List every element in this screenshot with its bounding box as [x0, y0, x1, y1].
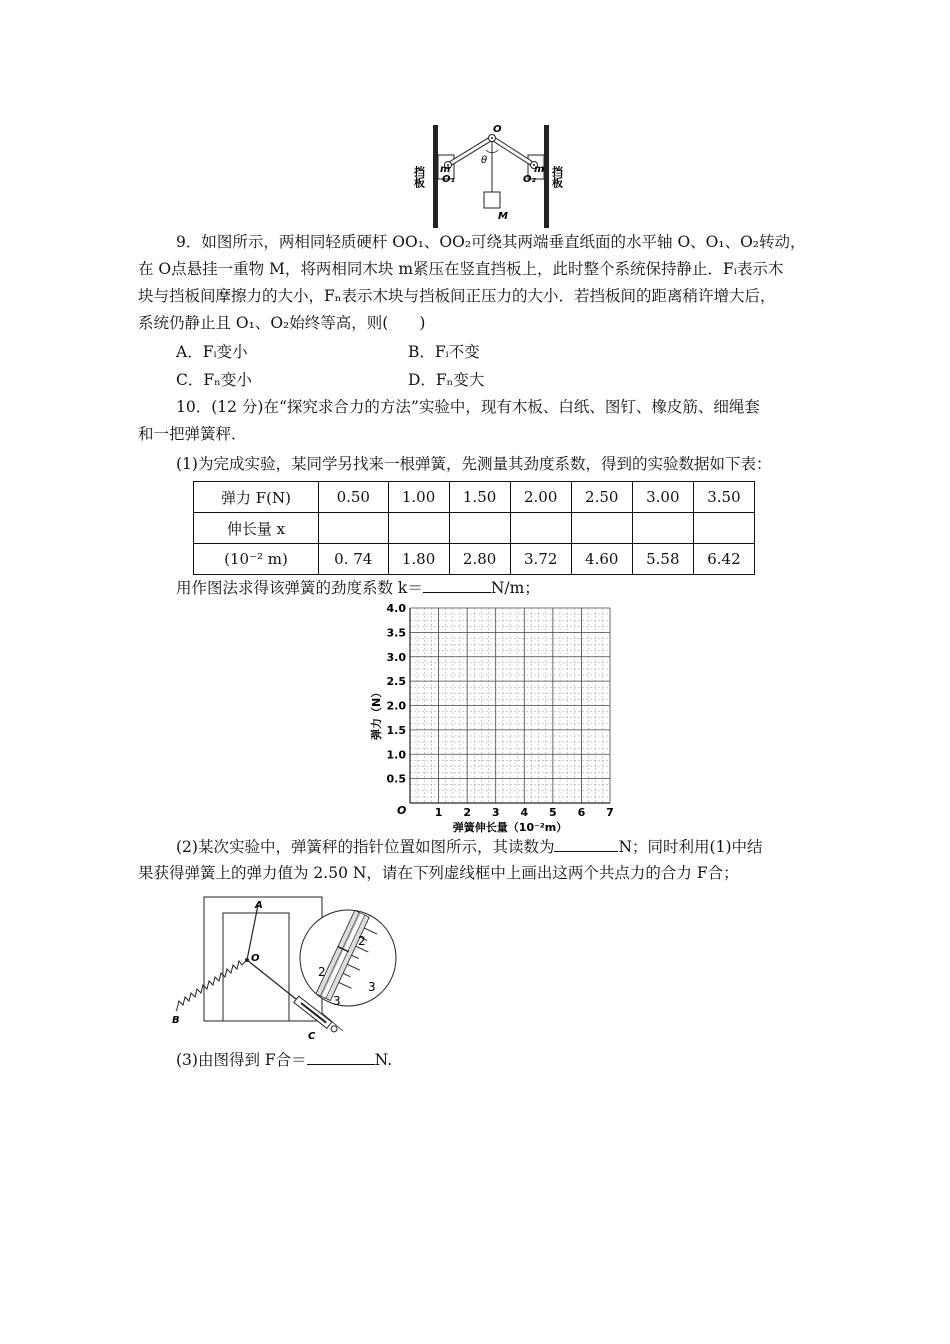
table-cell: 4.60: [571, 544, 632, 575]
y-tick-label: 3.5: [386, 626, 406, 640]
table-cell: 2.00: [510, 482, 571, 513]
table-cell: 1.80: [388, 544, 449, 575]
q10-line1: 10．(12 分)在“探究求合力的方法”实验中，现有木板、白纸、图钉、橡皮筋、细绳套: [176, 398, 760, 416]
table-header-extension: 伸长量 x: [194, 513, 319, 544]
x-tick-label: 5: [549, 806, 557, 819]
table-cell: 5.58: [632, 544, 693, 575]
table-cell: 0.50: [319, 482, 389, 513]
label-baffle-left: 挡板: [412, 166, 426, 188]
y-tick-label: 2.0: [386, 699, 406, 713]
answer-blank-reading[interactable]: [554, 836, 618, 852]
spring-data-table: [193, 481, 755, 575]
weight-M: [484, 192, 500, 208]
x-tick-label: 3: [491, 806, 500, 819]
table-row: [194, 513, 755, 544]
table-header-force: 弹力 F(N): [194, 482, 319, 513]
y-tick-label: 2.5: [386, 675, 406, 689]
label-M: M: [498, 211, 508, 222]
label-m-right: m: [534, 164, 545, 175]
part3-suffix: N.: [374, 1051, 393, 1069]
table-row: [194, 482, 755, 513]
q9-line4: 系统仍静止且 O₁、O₂始终等高，则( ): [138, 314, 426, 332]
left-baffle: [433, 125, 438, 228]
q9-line1: 9．如图所示，两相同轻质硬杆 OO₁、OO₂可绕其两端垂直纸面的水平轴 O、O₁、O₂转动，: [176, 233, 806, 251]
y-tick-label: 0.5: [386, 772, 406, 786]
part2-text-a: (2)某次实验中，弹簧秤的指针位置如图所示，其读数为: [176, 838, 555, 856]
label-O2: O₂: [523, 174, 536, 185]
q9-line3: 块与挡板间摩擦力的大小，Fₙ表示木块与挡板间正压力的大小．若挡板间的距离稍许增大后，: [138, 287, 776, 305]
y-tick-label: 1.0: [386, 748, 406, 762]
scale-label-2-right: 2: [358, 934, 366, 948]
part3-prefix: (3)由图得到 F合＝: [176, 1051, 307, 1069]
x-tick-label: 2: [463, 806, 471, 819]
spring-OB: [176, 960, 247, 1011]
table-cell: 0. 74: [319, 544, 389, 575]
label-O1: O₁: [442, 174, 455, 185]
answer-blank-k[interactable]: [423, 577, 491, 593]
scale-label-3-right: 3: [368, 980, 376, 994]
y-tick-label: 4.0: [386, 602, 406, 615]
label-O-fig3: O: [251, 953, 260, 964]
graph-paper: [365, 600, 625, 840]
table-cell: 1.00: [388, 482, 449, 513]
figure-rods-baffles: [410, 120, 580, 230]
table-header-unit: (10⁻² m): [194, 544, 319, 575]
x-tick-label: 7: [606, 806, 614, 819]
scale-label-3-left: 3: [333, 994, 341, 1008]
part2-text-b: N；同时利用(1)中结: [618, 838, 763, 856]
x-tick-label: 6: [577, 806, 586, 819]
string-OC: [247, 960, 301, 1003]
q10-line2: 和一把弹簧秤．: [138, 425, 247, 443]
table-cell: 3.50: [693, 482, 754, 513]
label-m-left: m: [440, 164, 451, 175]
y-tick-label: 1.5: [386, 723, 406, 737]
q10-fit-line: [176, 577, 540, 598]
table-cell: 2.50: [571, 482, 632, 513]
q10-part3: [176, 1049, 392, 1070]
table-cell: 1.50: [449, 482, 510, 513]
graph-ylabel: 弹力（N）: [370, 686, 383, 740]
right-baffle: [544, 125, 549, 228]
q9-option-a: A．Fᵢ变小: [176, 343, 248, 361]
label-O: O: [493, 124, 502, 135]
table-row: [194, 544, 755, 575]
scale-label-2-left: 2: [318, 965, 326, 979]
label-A: A: [255, 900, 263, 911]
x-tick-label: 1: [434, 806, 443, 819]
fit-prefix: 用作图法求得该弹簧的劲度系数 k＝: [176, 579, 423, 597]
x-tick-label: 4: [520, 806, 529, 819]
label-C: C: [308, 1031, 316, 1042]
q9-option-c: C．Fₙ变小: [176, 371, 252, 389]
graph-xlabel: 弹簧伸长量（10⁻²m）: [452, 821, 568, 834]
q9-option-b: B．Fᵢ不变: [408, 343, 480, 361]
table-cell: 6.42: [693, 544, 754, 575]
label-baffle-right: 挡板: [550, 166, 564, 188]
table-cell: 2.80: [449, 544, 510, 575]
fit-suffix: N/m；: [490, 579, 540, 597]
q9-line2: 在 O点悬挂一重物 M，将两相同木块 m紧压在竖直挡板上，此时整个系统保持静止．Fᵢ表示木: [138, 260, 784, 278]
graph-origin: O: [397, 804, 407, 817]
q10-part2-line1: [176, 836, 763, 857]
label-B: B: [172, 1015, 180, 1026]
answer-blank-resultant[interactable]: [307, 1049, 375, 1065]
y-tick-label: 3.0: [386, 650, 406, 664]
table-cell: 3.00: [632, 482, 693, 513]
figure-experiment-board: [168, 893, 428, 1048]
table-cell: 3.72: [510, 544, 571, 575]
q10-part1: (1)为完成实验，某同学另找来一根弹簧，先测量其劲度系数，得到的实验数据如下表：: [176, 455, 772, 473]
q10-part2-line2: 果获得弹簧上的弹力值为 2.50 N，请在下列虚线框中上画出这两个共点力的合力 F合；: [138, 864, 739, 882]
q9-option-d: D．Fₙ变大: [408, 371, 485, 389]
label-theta: θ: [481, 155, 488, 166]
